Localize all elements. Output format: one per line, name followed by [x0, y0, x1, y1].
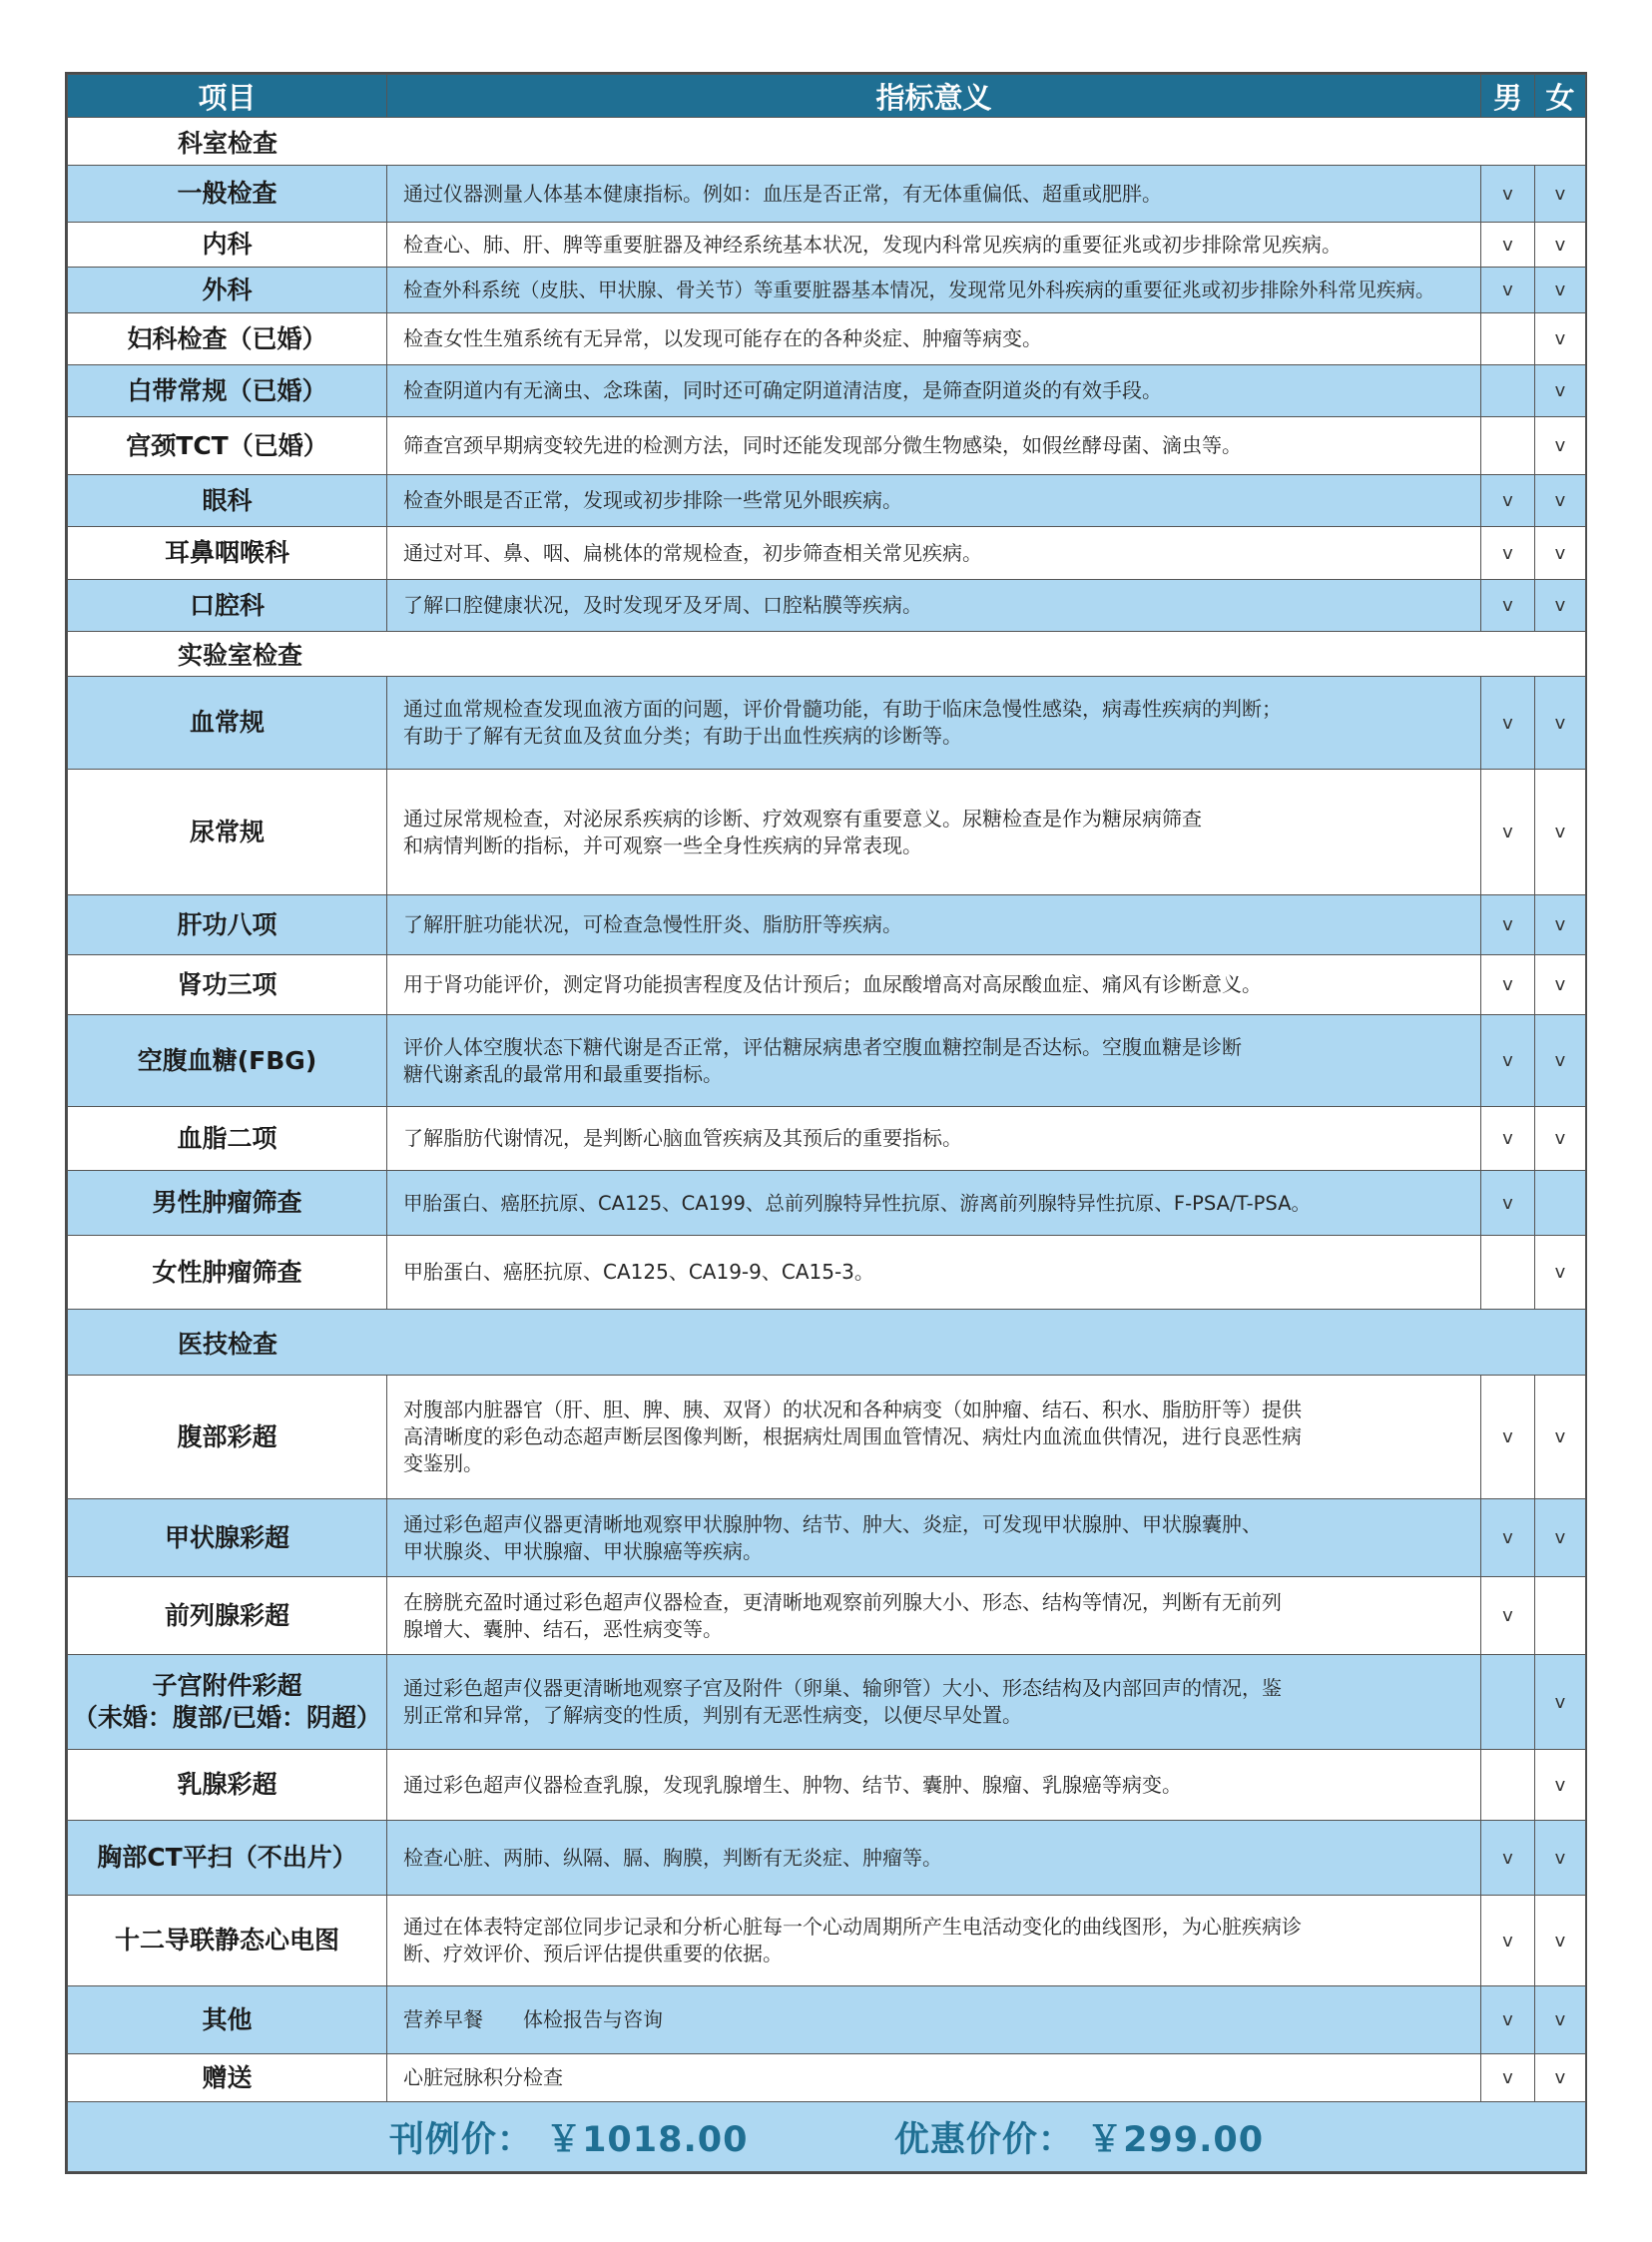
row-desc: 了解口腔健康状况，及时发现牙及牙周、口腔粘膜等疾病。 — [387, 580, 1481, 632]
table-row — [68, 1750, 1586, 1821]
row-item: 耳鼻咽喉科 — [68, 527, 387, 580]
table-row — [68, 1986, 1586, 2054]
row-item: 甲状腺彩超 — [68, 1499, 387, 1577]
table-row — [68, 475, 1586, 527]
row-female-mark: v — [1535, 1896, 1586, 1986]
row-item: 肝功八项 — [68, 895, 387, 955]
row-female-mark: v — [1535, 955, 1586, 1015]
row-desc: 甲胎蛋白、癌胚抗原、CA125、CA19-9、CA15-3。 — [387, 1236, 1481, 1310]
row-female-mark: v — [1535, 1499, 1586, 1577]
table-row — [68, 1015, 1586, 1107]
row-desc: 通过在体表特定部位同步记录和分析心脏每一个心动周期所产生电活动变化的曲线图形，为心脏疾病诊 断、疗效评价、预后评估提供重要的依据。 — [387, 1896, 1481, 1986]
row-male-mark — [1481, 1655, 1535, 1750]
row-male-mark: v — [1481, 1577, 1535, 1655]
row-male-mark: v — [1481, 166, 1535, 223]
row-female-mark: v — [1535, 527, 1586, 580]
row-desc: 检查女性生殖系统有无异常，以发现可能存在的各种炎症、肿瘤等病变。 — [387, 313, 1481, 365]
header-item: 项目 — [68, 75, 387, 118]
row-female-mark: v — [1535, 677, 1586, 770]
row-female-mark: v — [1535, 1107, 1586, 1171]
row-desc: 检查阴道内有无滴虫、念珠菌，同时还可确定阴道清洁度，是筛查阴道炎的有效手段。 — [387, 365, 1481, 417]
row-item: 一般检查 — [68, 166, 387, 223]
row-item: 口腔科 — [68, 580, 387, 632]
row-item: 十二导联静态心电图 — [68, 1896, 387, 1986]
row-female-mark: v — [1535, 1655, 1586, 1750]
list-price-value: ￥1018.00 — [546, 2119, 749, 2160]
table-row — [68, 580, 1586, 632]
row-item: 白带常规（已婚） — [68, 365, 387, 417]
row-male-mark: v — [1481, 580, 1535, 632]
row-desc: 通过对耳、鼻、咽、扁桃体的常规检查，初步筛查相关常见疾病。 — [387, 527, 1481, 580]
table-row — [68, 895, 1586, 955]
row-item: 血脂二项 — [68, 1107, 387, 1171]
table-row — [68, 417, 1586, 475]
row-female-mark: v — [1535, 770, 1586, 895]
row-item: 妇科检查（已婚） — [68, 313, 387, 365]
row-female-mark: v — [1535, 1821, 1586, 1896]
row-item-line2: （未婚：腹部/已婚：阴超） — [72, 1703, 382, 1732]
row-female-mark: v — [1535, 166, 1586, 223]
row-male-mark: v — [1481, 1986, 1535, 2054]
row-male-mark: v — [1481, 1171, 1535, 1236]
row-desc: 通过彩色超声仪器更清晰地观察子宫及附件（卵巢、输卵管）大小、形态结构及内部回声的情况，鉴 别正常和异常，了解病变的性质，判别有无恶性病变，以便尽早处置。 — [387, 1655, 1481, 1750]
row-desc: 用于肾功能评价，测定肾功能损害程度及估计预后；血尿酸增高对高尿酸血症、痛风有诊断意义。 — [387, 955, 1481, 1015]
row-item: 赠送 — [68, 2054, 387, 2102]
row-desc: 评价人体空腹状态下糖代谢是否正常，评估糖尿病患者空腹血糖控制是否达标。空腹血糖是诊断 糖代谢紊乱的最常用和最重要指标。 — [387, 1015, 1481, 1107]
row-desc: 通过仪器测量人体基本健康指标。例如：血压是否正常，有无体重偏低、超重或肥胖。 — [387, 166, 1481, 223]
row-female-mark: v — [1535, 895, 1586, 955]
row-female-mark: v — [1535, 223, 1586, 268]
offer-price-value: ￥299.00 — [1087, 2119, 1265, 2160]
list-price-label: 刊例价： — [388, 2119, 533, 2160]
row-desc: 通过血常规检查发现血液方面的问题，评价骨髓功能，有助于临床急慢性感染，病毒性疾病的判断； 有助于了解有无贫血及贫血分类；有助于出血性疾病的诊断等。 — [387, 677, 1481, 770]
price-row — [68, 2102, 1586, 2172]
header-desc: 指标意义 — [387, 75, 1481, 118]
row-item: 眼科 — [68, 475, 387, 527]
row-male-mark: v — [1481, 955, 1535, 1015]
section-title: 实验室检查 — [68, 632, 1586, 677]
row-item: 外科 — [68, 268, 387, 313]
row-item: 肾功三项 — [68, 955, 387, 1015]
row-desc: 在膀胱充盈时通过彩色超声仪器检查，更清晰地观察前列腺大小、形态、结构等情况，判断有无前列 腺增大、囊肿、结石，恶性病变等。 — [387, 1577, 1481, 1655]
header-female: 女 — [1535, 75, 1586, 118]
row-female-mark: v — [1535, 268, 1586, 313]
table-row — [68, 223, 1586, 268]
table-row — [68, 1821, 1586, 1896]
exam-package-sheet — [65, 72, 1587, 2174]
row-female-mark: v — [1535, 417, 1586, 475]
row-male-mark — [1481, 1236, 1535, 1310]
offer-price-label: 优惠价价： — [893, 2119, 1074, 2160]
row-item: 男性肿瘤筛查 — [68, 1171, 387, 1236]
row-male-mark: v — [1481, 527, 1535, 580]
row-desc: 通过尿常规检查，对泌尿系疾病的诊断、疗效观察有重要意义。尿糖检查是作为糖尿病筛查 和病情判断的指标，并可观察一些全身性疾病的异常表现。 — [387, 770, 1481, 895]
row-desc: 心脏冠脉积分检查 — [387, 2054, 1481, 2102]
row-male-mark — [1481, 313, 1535, 365]
row-male-mark: v — [1481, 223, 1535, 268]
table-row — [68, 1107, 1586, 1171]
row-male-mark: v — [1481, 2054, 1535, 2102]
row-female-mark: v — [1535, 580, 1586, 632]
row-item: 血常规 — [68, 677, 387, 770]
row-male-mark: v — [1481, 1015, 1535, 1107]
table-row — [68, 1236, 1586, 1310]
section-row-lab — [68, 632, 1586, 677]
row-desc: 甲胎蛋白、癌胚抗原、CA125、CA199、总前列腺特异性抗原、游离前列腺特异性抗原、F-PSA/T-PSA。 — [387, 1171, 1481, 1236]
table-row — [68, 1896, 1586, 1986]
row-female-mark: v — [1535, 1236, 1586, 1310]
row-item: 女性肿瘤筛查 — [68, 1236, 387, 1310]
row-desc: 检查心脏、两肺、纵隔、膈、胸膜，判断有无炎症、肿瘤等。 — [387, 1821, 1481, 1896]
table-row — [68, 1655, 1586, 1750]
row-desc: 通过彩色超声仪器检查乳腺，发现乳腺增生、肿物、结节、囊肿、腺瘤、乳腺癌等病变。 — [387, 1750, 1481, 1821]
row-female-mark: v — [1535, 313, 1586, 365]
row-male-mark: v — [1481, 1107, 1535, 1171]
section-row-tech — [68, 1310, 1586, 1376]
row-item-line1: 子宫附件彩超 — [152, 1671, 302, 1700]
header-male: 男 — [1481, 75, 1535, 118]
row-desc: 检查心、肺、肝、脾等重要脏器及神经系统基本状况，发现内科常见疾病的重要征兆或初步排除常见疾病。 — [387, 223, 1481, 268]
section-title: 科室检查 — [68, 118, 1586, 166]
row-female-mark: v — [1535, 1750, 1586, 1821]
table-row — [68, 1376, 1586, 1499]
row-female-mark: v — [1535, 1376, 1586, 1499]
table-row — [68, 527, 1586, 580]
row-male-mark: v — [1481, 677, 1535, 770]
row-male-mark — [1481, 365, 1535, 417]
row-item: 空腹血糖(FBG) — [68, 1015, 387, 1107]
row-male-mark: v — [1481, 1821, 1535, 1896]
row-item: 乳腺彩超 — [68, 1750, 387, 1821]
row-female-mark: v — [1535, 1015, 1586, 1107]
row-desc: 了解脂肪代谢情况，是判断心脑血管疾病及其预后的重要指标。 — [387, 1107, 1481, 1171]
row-male-mark: v — [1481, 1896, 1535, 1986]
table-row — [68, 365, 1586, 417]
row-female-mark — [1535, 1577, 1586, 1655]
row-item: 宫颈TCT（已婚） — [68, 417, 387, 475]
row-desc: 通过彩色超声仪器更清晰地观察甲状腺肿物、结节、肿大、炎症，可发现甲状腺肿、甲状腺囊肿、 甲状腺炎、甲状腺瘤、甲状腺癌等疾病。 — [387, 1499, 1481, 1577]
row-male-mark: v — [1481, 268, 1535, 313]
table-row — [68, 770, 1586, 895]
table-row — [68, 166, 1586, 223]
row-item — [68, 1655, 387, 1750]
section-title: 医技检查 — [68, 1310, 1586, 1376]
row-male-mark: v — [1481, 1499, 1535, 1577]
row-desc: 检查外科系统（皮肤、甲状腺、骨关节）等重要脏器基本情况，发现常见外科疾病的重要征兆或初步排除外科常见疾病。 — [387, 268, 1481, 313]
row-item: 腹部彩超 — [68, 1376, 387, 1499]
row-male-mark: v — [1481, 475, 1535, 527]
table-row — [68, 955, 1586, 1015]
exam-items-table — [67, 74, 1586, 2172]
row-male-mark: v — [1481, 895, 1535, 955]
table-row — [68, 1171, 1586, 1236]
row-desc: 了解肝脏功能状况，可检查急慢性肝炎、脂肪肝等疾病。 — [387, 895, 1481, 955]
row-female-mark: v — [1535, 1986, 1586, 2054]
row-desc: 筛查宫颈早期病变较先进的检测方法，同时还能发现部分微生物感染，如假丝酵母菌、滴虫等。 — [387, 417, 1481, 475]
section-row-dept — [68, 118, 1586, 166]
price-cell — [68, 2102, 1586, 2172]
row-item: 其他 — [68, 1986, 387, 2054]
row-male-mark: v — [1481, 770, 1535, 895]
row-desc: 检查外眼是否正常，发现或初步排除一些常见外眼疾病。 — [387, 475, 1481, 527]
row-male-mark: v — [1481, 1376, 1535, 1499]
table-header — [68, 75, 1586, 118]
table-row — [68, 313, 1586, 365]
row-item: 尿常规 — [68, 770, 387, 895]
row-male-mark — [1481, 1750, 1535, 1821]
row-desc: 营养早餐 体检报告与咨询 — [387, 1986, 1481, 2054]
table-row — [68, 2054, 1586, 2102]
table-row — [68, 1499, 1586, 1577]
row-female-mark: v — [1535, 475, 1586, 527]
row-male-mark — [1481, 417, 1535, 475]
row-female-mark: v — [1535, 2054, 1586, 2102]
row-female-mark — [1535, 1171, 1586, 1236]
table-row — [68, 677, 1586, 770]
row-female-mark: v — [1535, 365, 1586, 417]
row-item: 胸部CT平扫（不出片） — [68, 1821, 387, 1896]
row-item: 内科 — [68, 223, 387, 268]
row-desc: 对腹部内脏器官（肝、胆、脾、胰、双肾）的状况和各种病变（如肿瘤、结石、积水、脂肪肝等）提供 高清晰度的彩色动态超声断层图像判断，根据病灶周围血管情况、病灶内血流血供情况，进行良恶性病 变鉴别。 — [387, 1376, 1481, 1499]
row-item: 前列腺彩超 — [68, 1577, 387, 1655]
table-row — [68, 1577, 1586, 1655]
table-row — [68, 268, 1586, 313]
